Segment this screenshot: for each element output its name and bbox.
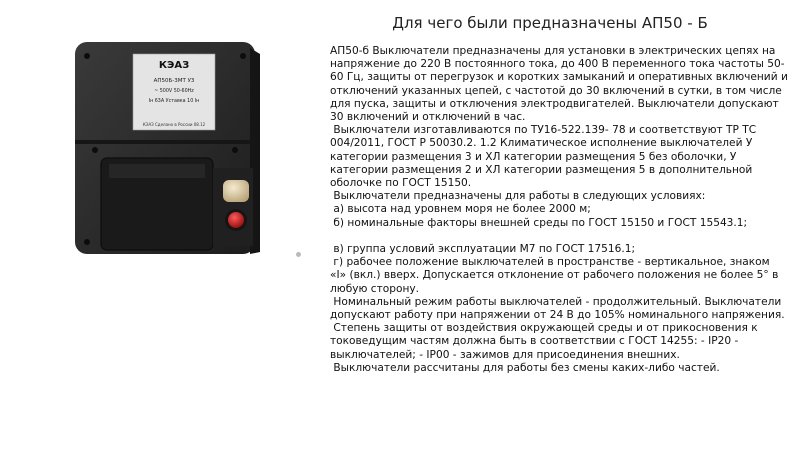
paragraph-condition-g: г) рабочее положение выключателей в пространстве - вертикальное, знаком «I» (вкл.) вверх. Допускается отклонение от рабочего положения не более 5° в любую сторону. [330, 256, 782, 295]
paragraph-condition-b: б) номинальные факторы внешней среды по ГОСТ 15150 и ГОСТ 15543.1; [330, 216, 748, 229]
slide-body-text [330, 45, 792, 375]
start-button [223, 180, 249, 202]
paragraph-maintenance: Выключатели рассчитаны для работы без смены каких-либо частей. [330, 361, 720, 374]
nameplate-voltage: ~ 500V 50-60Hz [154, 89, 194, 94]
decorative-dot [296, 252, 301, 257]
screw-left [92, 147, 98, 153]
paragraph-operation-mode: Номинальный режим работы выключателей - продолжительный. Выключатели допускают работу при напряжении от 24 В до 105% номинального напряжения. [330, 295, 785, 322]
nameplate-maker: КЭАЗ Сделано в России 08.12 [142, 122, 206, 127]
circuit-breaker-photo [55, 30, 305, 270]
paragraph-protection-degree: Степень защиты от воздействия окружающей среды и от прикосновения к токоведущим частям должна быть в соответствии с ГОСТ 14255: - IP20 - выключателей; - IP00 - зажимов для присоединения внешних. [330, 322, 762, 361]
paragraph-blank [330, 230, 788, 243]
nameplate-model: АП50Б-3МТ У3 [153, 78, 195, 84]
paragraph-purpose: АП50-б Выключатели предназначены для установки в электрических цепях на напряжение до 220 В постоянного тока, до 400 В переменного тока частоты 50- 60 Гц, защиты от перегрузок и коротких замыканий и оперативных включений и отключений указанных цепей, с частотой до 30 включений в сутки, в том числе для пуска, защиты и отключения электродвигателей. Выключатели допускают 30 включений и отключений в час. [330, 45, 792, 124]
paragraph-condition-a: а) высота над уровнем моря не более 2000 м; [330, 203, 591, 216]
paragraph-conditions-intro: Выключатели предназначены для работы в следующих условиях: [330, 190, 706, 203]
circuit-breaker-illustration [55, 30, 305, 270]
slide-title: Для чего были предназначены АП50 - Б [392, 14, 708, 32]
screw-right [232, 147, 238, 153]
nameplate-brand: КЭАЗ [158, 60, 190, 71]
nameplate-current: Iн 63А Уставка 10 Iн [148, 99, 200, 104]
paragraph-condition-v: в) группа условий эксплуатации М7 по ГОСТ 17516.1; [330, 243, 636, 256]
stop-button [228, 212, 244, 228]
paragraph-standards: Выключатели изготавливаются по ТУ16-522.139- 78 и соответствуют ТР ТС 004/2011, ГОСТ Р 50030.2. 1.2 Климатическое исполнение выключателей У категории размещения 3 и ХЛ категории размещения 5 без оболочки, У категории размещения 2 и ХЛ категории размещения 5 в дополнительной оболочке по ГОСТ 15150. [330, 124, 760, 190]
